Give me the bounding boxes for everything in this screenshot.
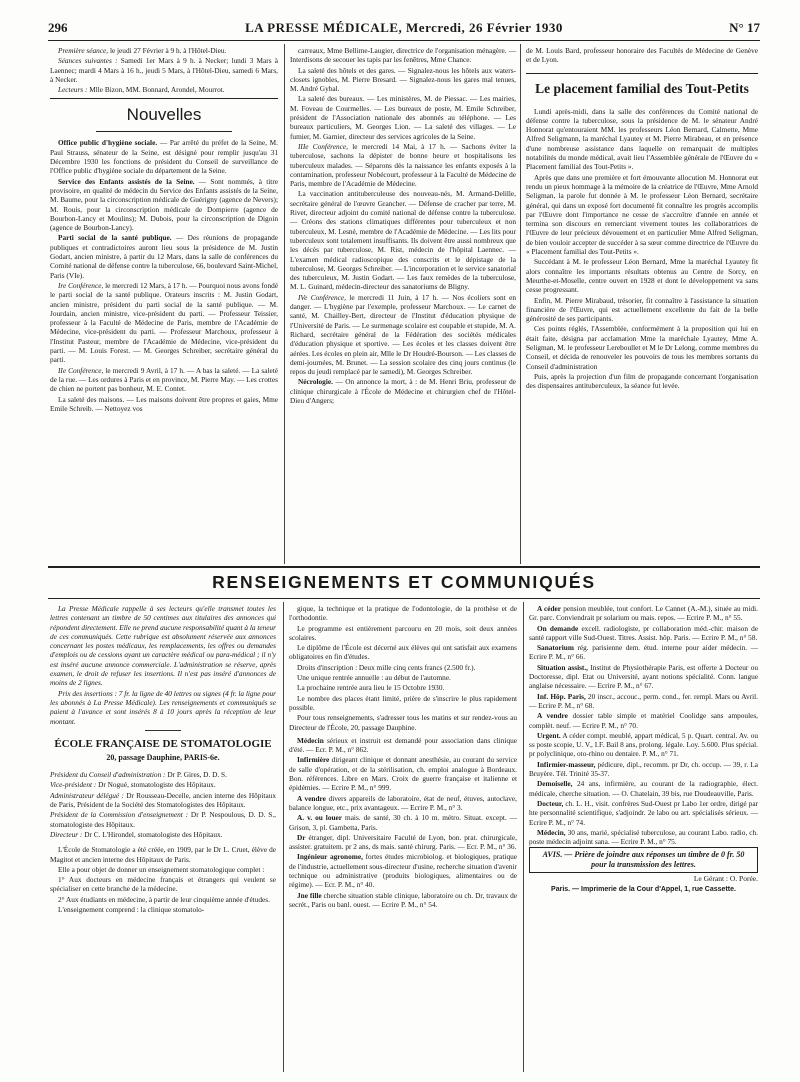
classified-ad	[289, 833, 517, 852]
schedule-label: Première séance,	[58, 46, 109, 55]
paragraph-text: 20 inscr., accouc., perm. cond., fer. rempl. Mars ou Avril. — Ecrire P. M., n° 68.	[529, 691, 758, 710]
banner-rule	[48, 598, 760, 599]
paragraph-text: La saleté des bureaux. — Les ministères, M. de Piessac. — Les mairies, M. Foveau de Courmelles. — Les bureaux de poste, M. Emile Schreiber, président de l'Association nationale des abonnés au téléphone. — Les bureaux particuliers, M. Georges Lion. — La saleté des villages. — Le fumier, M. Garnier, directeur des services agricoles de la Seine.	[290, 94, 516, 141]
officer-name: Dr C. L'Hirondel, stomatologiste des Hôpitaux.	[84, 829, 223, 839]
paragraph-text: étranger, dipl. Universitaire Faculté de Lyon, bon. prat. chirurgicale, assister. gratuitem. pr 2 ans, ds mais. santé chirurg. Paris. — Ecr. P. M., n° 36.	[289, 832, 517, 852]
paragraph-lead: IIe Conférence,	[58, 365, 104, 375]
school-title: ÉCOLE FRANÇAISE DE STOMATOLOGIE	[54, 737, 272, 750]
news-paragraph	[50, 395, 278, 414]
school-officers	[50, 770, 276, 839]
article-paragraph: Succédant à M. le professeur Léon Bernard, Mme la maréchal Lyautey fit alors connaître les importants résultats obtenus au Centre de Sorcy, en Meurthe-et-Moselle, centre ouvert en 1928 et dont le développement va sans cesse progressant.	[526, 257, 758, 295]
column-divider	[523, 602, 524, 1072]
classified-ads	[289, 736, 517, 909]
paragraph-text: La vaccination antituberculeuse des nouveau-nés, M. Armand-Delille, secrétaire général de l'œuvre Grancher. — Défense de cracher par terre, M. Rivet, directeur adjoint du comité national de défense contre la tuberculose. — Créons des stations climatiques différentes pour tuberculeux et non tuberculeux, M. Lesné, membre de l'Académie de Médecine. — Les lits pour tuberculeux sont totalement insuffisants. Ils doivent être aussi nombreux que les décès par tuberculose, M. Rist, médecin de l'hôpital Laennec. — L'examen médical radioscopique des conscrits et le dépistage de la tuberculose, M. Georges Schreiber. — L'incorporation et le service sanatorial des tuberculeux, M. Justin Godart. — Les faux remèdes de la tuberculose, M. L. Guinard, médecin-directeur des sanatoriums de Bligny.	[290, 189, 516, 292]
paragraph-lead: Inf. Hôp. Paris,	[537, 691, 586, 701]
paragraph-text: — Par arrêté du préfet de la Seine, M. Paul Strauss, sénateur de la Seine, est désigné pour remplir jusqu'au 31 Décembre 1930 les fonctions de président du Conseil de surveillance de l'Office public d'hygiène sociale du département de la Seine.	[50, 138, 278, 176]
column-divider	[284, 44, 285, 564]
paragraph-text: le mercredi 12 Mars, à 17 h. — Pourquoi nous avons fondé le parti social de la santé publique. Orateurs inscrits : M. Justin Godart, ancien ministre, président du parti social de la santé publique. — M. Jourdain, ancien ministre, vice-président du parti. — Professeur Teissier, professeur à la Faculté de Médecine de Paris, membre de l'Académie de Médecine, vice-président du parti. — Professeur Marchoux, professeur à l'Institut Pasteur, membre de l'Académie de Médecine, vice-président du parti. — M. Louis Forest. — M. Georges Schreiber, secrétaire général du parti.	[50, 280, 278, 365]
officer-line	[50, 770, 276, 779]
paragraph-lead: Service des Enfants assistés de la Seine.	[58, 176, 195, 186]
banner-rule	[48, 566, 760, 568]
officer-line	[50, 810, 276, 829]
school-paragraph: Une unique rentrée annuelle : au début de l'automne.	[297, 673, 451, 683]
insertion-prices: Prix des insertions : 7 fr. la ligne de 40 lettres ou signes (4 fr. la ligne pour les abonnés à La Presse Médicale). Les renseignements et communiqués se paient à l'avance et sont insérés 8 à 10 jours après la réception de leur montant.	[50, 688, 276, 726]
paragraph-lead: Urgent.	[537, 730, 561, 740]
paragraph-text: — Des réunions de propagande publiques et contradictoires auront lieu sous la présidence de M. Justin Godart, ancien ministre, à partir du 12 Mars, dans la salle de conférences du Comité national de défense contre la tuberculose, 66, boulevard Saint-Michel, Paris (VIe).	[50, 233, 278, 280]
paragraph-text: mais. de santé, 30 ch. à 10 m. métro. Situat. except. — Grison, 3, pl. Gambetta, Paris.	[289, 813, 517, 832]
officer-line	[50, 830, 276, 839]
article-paragraph: Ces points réglés, l'Assemblée, conformément à la proposition qui lui en était faite, désigna par acclamation Mme la maréchale Lyautey, Mme A. Seligman, M. le professeur Lereboullet et M le Dr Lelong, comme membres du Conseil, et décida de renouveler les pouvoirs de tous les membres sortants du Conseil d'administration	[526, 324, 758, 371]
paragraph-lead: A. v. ou louer	[297, 813, 343, 823]
program-paragraph	[290, 142, 516, 188]
school-paragraph: L'École de Stomatologie a été créée, en 1909, par le Dr L. Cruet, élève de Magitot et ancien interne des Hôpitaux de Paris.	[50, 845, 276, 864]
section-title-placement-familial: Le placement familial des Tout-Petits	[535, 80, 749, 96]
paragraph-lead: Office public d'hygiène sociale.	[58, 138, 158, 148]
news-paragraph	[50, 366, 278, 394]
classified-ad	[529, 760, 758, 779]
classified-ad	[529, 643, 758, 662]
school-paragraph: La prochaine rentrée aura lieu le 15 Octobre 1930.	[297, 683, 445, 693]
paragraph-text: — On annonce la mort, à : de M. Henri Briu, professeur de clinique chirurgicale à l'École de Médecine et chirurgien chef de l'Hôtel-Dieu d'Angers;	[290, 377, 516, 405]
obituary-continued: de M. Louis Bard, professeur honoraire des Facultés de Médecine de Genève et de Lyon.	[526, 46, 758, 65]
officer-name: Dr P. Gires, D. D. S.	[167, 770, 227, 780]
header-rule	[48, 40, 760, 41]
classified-ads	[529, 604, 758, 846]
officer-line	[50, 780, 276, 789]
paragraph-text: La saleté des hôtels et des gares. — Signalez-nous les hôtels aux waters-closets ignobles, M. Pierre Bresard. — Signalez-nous les gares mal tenues, M. André Gybal.	[290, 65, 516, 94]
officer-name: Dr Rousseau-Decelle, ancien interne des Hôpitaux de Paris, Président de la Société des Stomatologistes des Hôpitaux.	[50, 790, 276, 810]
paragraph-lead: Infirmier-masseur,	[537, 759, 596, 769]
paragraph-text: pédicure, dipl., recomm. pr Dr, ch. occup. — 39, r. La Bruyère. Tél. Trinité 35-37.	[529, 759, 758, 779]
officer-name: Dr Nogué, stomatologiste des Hôpitaux.	[98, 780, 216, 790]
schedule-text: Samedi 1er Mars à 9 h. à Necker; lundi 3 Mars à Laennec; mardi 4 Mars à 16 h., jeudi 5 Mars, à l'Hôtel-Dieu, samedi 6 Mars, à Necker.	[50, 56, 278, 84]
page-header	[48, 18, 760, 40]
news-paragraph	[50, 177, 278, 233]
officer-role: Vice-président :	[50, 780, 97, 790]
program-paragraph	[290, 377, 516, 405]
paragraph-text: dossier table simple et matériel Coolidge sans ampoules, complèt. neuf. — Ecrire P. M., n° 70.	[529, 711, 758, 730]
paragraph-lead: Infirmière	[297, 755, 330, 765]
officer-name: Dr P. Nespoulous, D. D. S., stomatologiste des Hôpitaux.	[50, 810, 276, 829]
schedule-label: Lecteurs :	[58, 85, 88, 95]
paragraph-lead: Sanatorium	[537, 643, 574, 653]
paragraph-lead: A vendre	[297, 793, 326, 803]
paragraph-lead: Dr	[297, 832, 306, 842]
officer-role: Administrateur délégué :	[50, 790, 124, 800]
paragraph-lead: IIIe Conférence,	[298, 141, 348, 151]
nouvelles-articles	[50, 138, 278, 413]
article-paragraph: Après que dans une première et fort émouvante allocution M. Honnorat eut rendu un pieux hommage à la mémoire de la créatrice de l'Œuvre, Mme Arnold Seligman, la parole fut donnée à M. le professeur Léon Bernard, secrétaire général, qui dans un exposé fort documenté fit connaître les progrès accomplis par l'Œuvre dont l'importance ne cesse de s'accroître d'année en année et termina son discours en remerciant vivement toutes les collaboratrices de l'Œuvre de leur précieux dévouement et en particulier Mme Alfred Seligman, de bien vouloir accepter de succéder à sa sœur comme directrice de l'Œuvre du « Placement familial des Tout-Petits ».	[526, 172, 758, 257]
paragraph-lead: Docteur,	[537, 798, 564, 808]
section-banner: RENSEIGNEMENTS ET COMMUNIQUÉS	[212, 572, 596, 592]
schedule-text: le jeudi 27 Février à 9 h. à l'Hôtel-Dieu.	[109, 46, 227, 55]
classified-ad	[529, 711, 758, 730]
classified-ad	[529, 731, 758, 759]
placement-familial-article	[526, 107, 758, 391]
officer-line	[50, 791, 276, 810]
classified-ad	[529, 799, 758, 827]
paragraph-lead: IVe Conférence,	[298, 292, 346, 302]
paragraph-text: le mercredi 9 Avril, à 17 h. — A bas la saleté. — La saleté de la rue. — Les ordures à Paris et en province, M. Pierre May. — Les crottes de chien ne portent pas bonheur, M. E. Contet.	[50, 365, 278, 394]
paragraph-text: Institut de Physiothérapie Paris, est offerte à Docteur ou Doctoresse, dipl. Etat ou Université, ayant notions spécialité. Conn. langue anglaise nécessaire. — Ecrire P. M., n° 67.	[529, 662, 758, 691]
session-schedule	[50, 46, 278, 94]
school-description-continued	[289, 604, 517, 732]
paragraph-lead: Ire Conférence,	[58, 280, 104, 290]
program-paragraph	[290, 66, 516, 94]
paragraph-lead: A vendre	[537, 711, 568, 721]
paragraph-lead: On demande	[537, 623, 579, 633]
school-paragraph: L'enseignement comprend : la clinique stomatolo-	[58, 905, 205, 915]
officer-role: Président de la Commission d'enseignement :	[50, 810, 189, 820]
paragraph-lead: Demoiselle,	[537, 779, 573, 789]
school-paragraph: 1° Aux docteurs en médecine français et étrangers qui veulent se spécialiser en cette branche de la médecine.	[50, 875, 276, 894]
paragraph-text: fortes études microbiolog. et biologiques, pratique de l'industrie, actuellement sous-directeur d'usine, recherche situation d'avenir technique ou administrative (produits biologiques, alimentaires ou de régime). — Ecr. P. M., n° 40.	[289, 852, 517, 890]
paragraph-text: 24 ans, infirmière, au courant de la radiographie, élect. médicale, cherche situation. — O. Chatelain, 39 bis, rue Doudeauville, Paris.	[529, 779, 758, 798]
section-rule	[526, 73, 758, 74]
officer-role: Directeur :	[50, 829, 83, 839]
paragraph-lead: Médecin,	[537, 827, 566, 837]
paragraph-text: sérieux et instruit est demandé pour association dans clinique d'été. — Ecr. P. M., n° 862.	[289, 735, 517, 755]
article-paragraph: Puis, après la projection d'un film de propagande concernant l'organisation des dispensaires antituberculeux, la séance fut levée.	[526, 371, 758, 391]
classified-ad	[289, 736, 517, 755]
paragraph-text: A céder compt. meublé, appart médical, 5 p. Quart. central. Av. ou ss poste scopie, U. V., I.F. Bail 8 ans, prolong. légale. Loy. 5.600. Plus spécial. pr polyclinique, oto-rhino ou dentaire. P. M., n° 71.	[529, 730, 758, 759]
insertion-notice: La Presse Médicale rappelle à ses lecteurs qu'elle transmet toutes les lettres contenant un timbre de 50 centimes aux titulaires des annonces qui répondent directement. Elle ne prend aucune responsabilité quant à la teneur de ces communiqués. Cette rubrique est absolument réservée aux annonces concernant les postes médicaux, les remplacements, les offres ou demandes d'emplois ou de cessions ayant un caractère médical ou para-médical ; il n'y est inséré aucune annonce commerciale. L'administration se réserve, après examen, le droit de refuser les insertions. Il n'est pas inséré d'annonces de moins de 2 lignes.	[50, 604, 276, 688]
program-paragraph	[290, 293, 516, 377]
gerant-signature: Le Gérant : O. Porée.	[693, 874, 758, 884]
separator	[145, 730, 181, 731]
news-paragraph	[50, 233, 278, 279]
schedule-line	[50, 46, 278, 55]
classified-ad	[529, 604, 758, 623]
school-paragraph: 2° Aux étudiants en médecine, à partir de leur cinquième année d'études.	[58, 894, 270, 904]
school-paragraph: Le programme est entièrement parcouru en 20 mois, soit deux années scolaires.	[289, 623, 517, 642]
paragraph-lead: Nécrologie.	[298, 377, 333, 387]
paragraph-lead: Médecin	[297, 735, 324, 745]
classified-ad	[529, 828, 758, 847]
program-paragraph	[290, 189, 516, 291]
school-description	[50, 845, 276, 914]
column-2	[290, 46, 516, 562]
paragraph-text: carreaux, Mme Bellime-Laugier, directrice de l'organisation ménagère. — Interdisons de secouer les tapis par les fenêtres, Mme Chance.	[290, 46, 516, 65]
officer-role: Président du Conseil d'administration :	[50, 770, 166, 780]
paragraph-text: dirigeant clinique et donnant anesthésie, au courant du service de salle d'opération, et de la stérilisation, ch. emploi analogue à Bordeaux. Bon. références. Libre en Mars. Croix de guerre française et italienne et épidémies. — Ecrire P. M., n° 999.	[289, 755, 517, 793]
paragraph-text: pension meublée, tout confort. Le Cannet (A.-M.), située au midi. Gr. parc. Conviendrait pr solarium ou mais. repos. — Ecrire P. M., n° 55.	[529, 604, 758, 623]
school-address: 20, passage Dauphine, PARIS-6e.	[106, 752, 220, 762]
paragraph-text: excell. radiologiste, pr collaboration méd.-chir. maison de santé rapport ville Sud-Ouest. Titres. Assist. hôp. Paris. — Ecrire P. M., n° 58.	[529, 623, 758, 642]
column-divider	[283, 602, 284, 1072]
schedule-label: Séances suivantes :	[58, 56, 118, 66]
program-paragraph	[290, 46, 516, 65]
schedule-line	[50, 56, 278, 84]
school-paragraph: Le diplôme de l'École est décerné aux élèves qui ont satisfait aux examens obligatoires en fin d'études.	[289, 643, 517, 662]
classified-ad	[289, 794, 517, 813]
column-6	[529, 604, 758, 1074]
issue-number: N° 17	[729, 20, 760, 35]
paragraph-lead: Situation assist.,	[537, 662, 589, 672]
classified-ad	[289, 891, 517, 910]
school-paragraph: Le nombre des places étant limité, prière de s'inscrire le plus rapidement possible.	[289, 693, 517, 712]
classified-ad	[289, 852, 517, 889]
classified-ad	[289, 755, 517, 792]
paragraph-lead: A céder	[537, 604, 562, 613]
paragraph-lead: Parti social de la santé publique.	[58, 233, 172, 243]
article-paragraph: Lundi après-midi, dans la salle des conférences du Comité national de défense contre la tuberculose, sous la présidence de M. le sénateur André Honnorat qu'entouraient MM. les professeurs Léon Bernard, Calmette, Mme Alfred Seligmann, la maréchal Lyautey et M. Pierre Mirabeau, et en présence d'une nombreuse assistance dans laquelle on remarquait de multiples notabilités du monde médical, avait lieu l'Assemblée générale de l'Œuvre du « Placement familial des Tout-Petits ».	[526, 106, 758, 172]
paragraph-text: divers appareils de laboratoire, état de neuf, étuves, autoclave, balance longue, etc., prix avantageux. — Ecrire P. M., n° 3.	[289, 793, 517, 812]
program-paragraph	[290, 94, 516, 140]
paragraph-lead: Jne fille	[297, 890, 322, 900]
news-paragraph	[50, 281, 278, 365]
classified-ad	[529, 663, 758, 691]
classified-ad	[529, 692, 758, 711]
school-paragraph: Pour tous renseignements, s'adresser tous les matins et sur rendez-vous au Directeur de l'École, 20, passage Dauphine.	[289, 713, 517, 732]
paragraph-text: 30 ans, marié, spécialisé tuberculose, au courant Labo. radio, ch. poste médecin adjoint sana. — Ecrire P. M., n° 75.	[529, 827, 758, 847]
section-rule	[96, 131, 233, 132]
article-paragraph: Enfin, M. Pierre Mirabaud, trésorier, fit connaître à l'assistance la situation financière de l'Œuvre, qui est actuellement excellente du fait de la belle générosité de ses participants.	[526, 295, 758, 324]
column-5	[289, 604, 517, 1074]
column-4	[50, 604, 276, 1074]
column-3	[526, 46, 758, 562]
schedule-text: Mlle Bizon, MM. Bonnard, Arondel, Mourrot.	[89, 85, 225, 95]
avis-notice: AVIS. — Prière de joindre aux réponses un timbre de 0 fr. 50 pour la transmission des lettres.	[529, 847, 758, 873]
paragraph-lead: Ingénieur agronome,	[297, 852, 363, 862]
section-rule	[50, 98, 278, 99]
paragraph-text: le mercredi 14 Mai, à 17 h. — Sachons éviter la tuberculose, sachons la dépister de bonne heure et hospitalisons les tuberculeux malades. — Séparons dès la naissance les enfants exposés à la contamination, professeur Nobécourt, professeur à la Faculté de Médecine de Paris, membre de l'Académie de Médecine.	[290, 141, 516, 189]
classified-ad	[529, 624, 758, 643]
column-divider	[520, 44, 521, 564]
column-1	[50, 46, 278, 562]
paragraph-text: rég. parisienne dem. étud. interne pour aider médecin. — Ecrire P. M., n° 66.	[529, 643, 758, 662]
classified-ad	[289, 813, 517, 832]
school-paragraph: gique, la technique et la pratique de l'odontologie, de la prothèse et de l'orthodontie.	[289, 604, 517, 623]
conference-program	[290, 46, 516, 405]
schedule-line	[50, 85, 278, 94]
paragraph-text: le mercredi 11 Juin, à 17 h. — Nos écoliers sont en danger. — L'hygiène par l'exemple, professeur Marchoux. — Le carnet de santé, M. Chailley-Bert, directeur de l'Institut d'éducation physique de l'Université de Paris. — Le surmenage scolaire est coupable et stupide, M. A. Richard, secrétaire général de la Fédération des sociétés médicales d'éducation physique et sportive. — Les écoles et les classes doivent être aérées. Les écoles en plein air, Mlle le Dr Houdré-Bourson. — Les classes de demi-journées, M. Brunet. — La session scolaire des cinq jours continus (le repos du jeudi remplacé par le samedi), M. Georges Schreiber.	[290, 292, 516, 377]
school-paragraph: Elle a pour objet de donner un enseignement stomatologique complet :	[58, 864, 265, 874]
section-title-nouvelles: Nouvelles	[126, 105, 202, 125]
school-paragraph: Droits d'inscription : Deux mille cinq cents francs (2.500 fr.).	[297, 662, 476, 672]
journal-title: LA PRESSE MÉDICALE, Mercredi, 26 Février 1930	[245, 20, 563, 35]
paragraph-text: ch. L. H., visit. confrères Sud-Ouest pr Labo 1er ordre, dirigé par hte personnalité scientifique, s'adjoindr. 2e labo ou art. spécialisés sérieux. — Ecrire P. M., n° 74.	[529, 798, 758, 827]
page-number: 296	[48, 20, 68, 35]
news-paragraph	[50, 138, 278, 175]
printer-imprint: Paris. — Imprimerie de la Cour d'Appel, 1, rue Cassette.	[551, 885, 736, 893]
paragraph-text: La saleté des maisons. — Les maisons doivent être propres et gaies, Mme Emile Schreib. — Nettoyez vos	[50, 394, 278, 413]
paragraph-text: — Sont nommés, à titre provisoire, en qualité de médecin du Service des Enfants assistés de la Seine, M. Baume, pour la circonscription médicale de Guérigny (agence de Nevers); M. Rouis, pour la circonscription médicale de Dompierre (agence de Bourbon-Lancy et Moulins); M. Dubois, pour la circonscription de Digoin (agence de Bourbon-Lancy).	[50, 176, 278, 233]
paragraph-text: cherche situation stable clinique, laboratoire ou ch. Dr, travaux de secrét., Paris ou banl. ouest. — Ecrire P. M., n° 54.	[289, 890, 517, 909]
classified-ad	[529, 779, 758, 798]
